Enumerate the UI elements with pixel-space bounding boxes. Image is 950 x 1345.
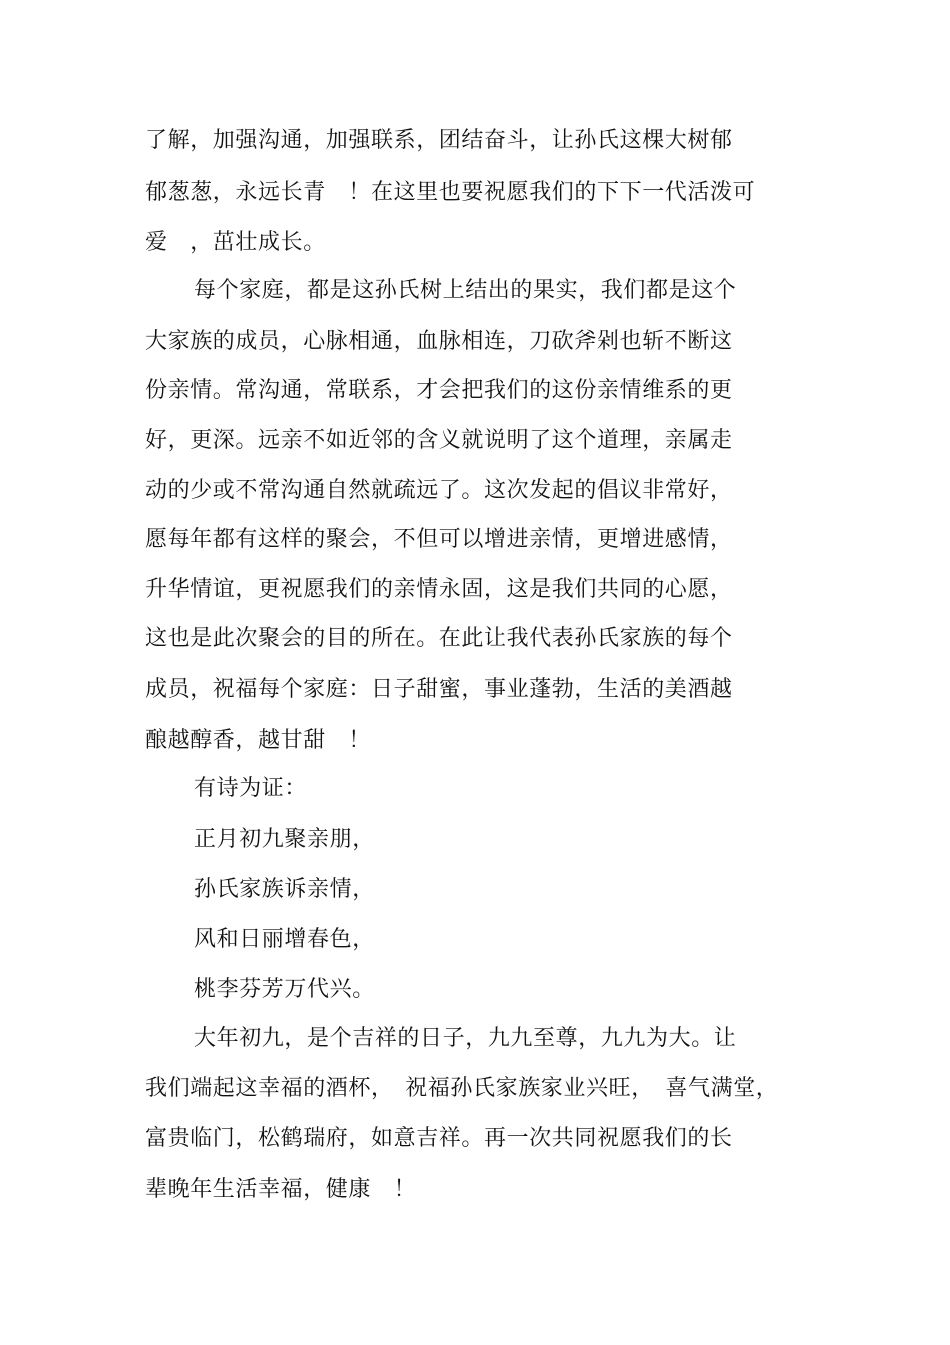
text-line: 郁葱葱，永远长青 ！在这里也要祝愿我们的下下一代活泼可 <box>145 180 756 205</box>
poem-line: 桃李芬芳万代兴。 <box>194 977 375 1002</box>
text-line: 成员，祝福每个家庭：日子甜蜜，事业蓬勃，生活的美酒越 <box>145 677 733 702</box>
text-line: 了解，加强沟通，加强联系，团结奋斗，让孙氏这棵大树郁 <box>145 128 733 153</box>
text-line: 辈晚年生活幸福，健康 ！ <box>145 1177 417 1202</box>
text-line: 大家族的成员，心脉相通，血脉相连，刀砍斧剁也斩不断这 <box>145 329 733 354</box>
poem-intro: 有诗为证： <box>194 776 308 801</box>
paragraph-first-line: 每个家庭，都是这孙氏树上结出的果实，我们都是这个 <box>194 278 737 303</box>
text-line: 愿每年都有这样的聚会，不但可以增进亲情，更增进感情， <box>145 527 733 552</box>
text-line: 好，更深。远亲不如近邻的含义就说明了这个道理，亲属走 <box>145 428 733 453</box>
text-line: 动的少或不常沟通自然就疏远了。这次发起的倡议非常好， <box>145 478 733 503</box>
poem-line: 正月初九聚亲朋， <box>194 827 375 852</box>
text-line: 爱 ，茁壮成长。 <box>145 230 326 255</box>
poem-line: 风和日丽增春色， <box>194 927 375 952</box>
poem-line: 孙氏家族诉亲情， <box>194 877 375 902</box>
text-line: 我们端起这幸福的酒杯， 祝福孙氏家族家业兴旺， 喜气满堂， <box>145 1076 779 1101</box>
text-line: 升华情谊，更祝愿我们的亲情永固，这是我们共同的心愿， <box>145 577 733 602</box>
text-line: 这也是此次聚会的目的所在。在此让我代表孙氏家族的每个 <box>145 626 733 651</box>
paragraph-first-line: 大年初九，是个吉祥的日子，九九至尊，九九为大。让 <box>194 1026 737 1051</box>
text-line: 酿越醇香，越甘甜 ！ <box>145 728 372 753</box>
text-line: 份亲情。常沟通，常联系，才会把我们的这份亲情维系的更 <box>145 378 733 403</box>
text-line: 富贵临门，松鹤瑞府，如意吉祥。再一次共同祝愿我们的长 <box>145 1126 733 1151</box>
